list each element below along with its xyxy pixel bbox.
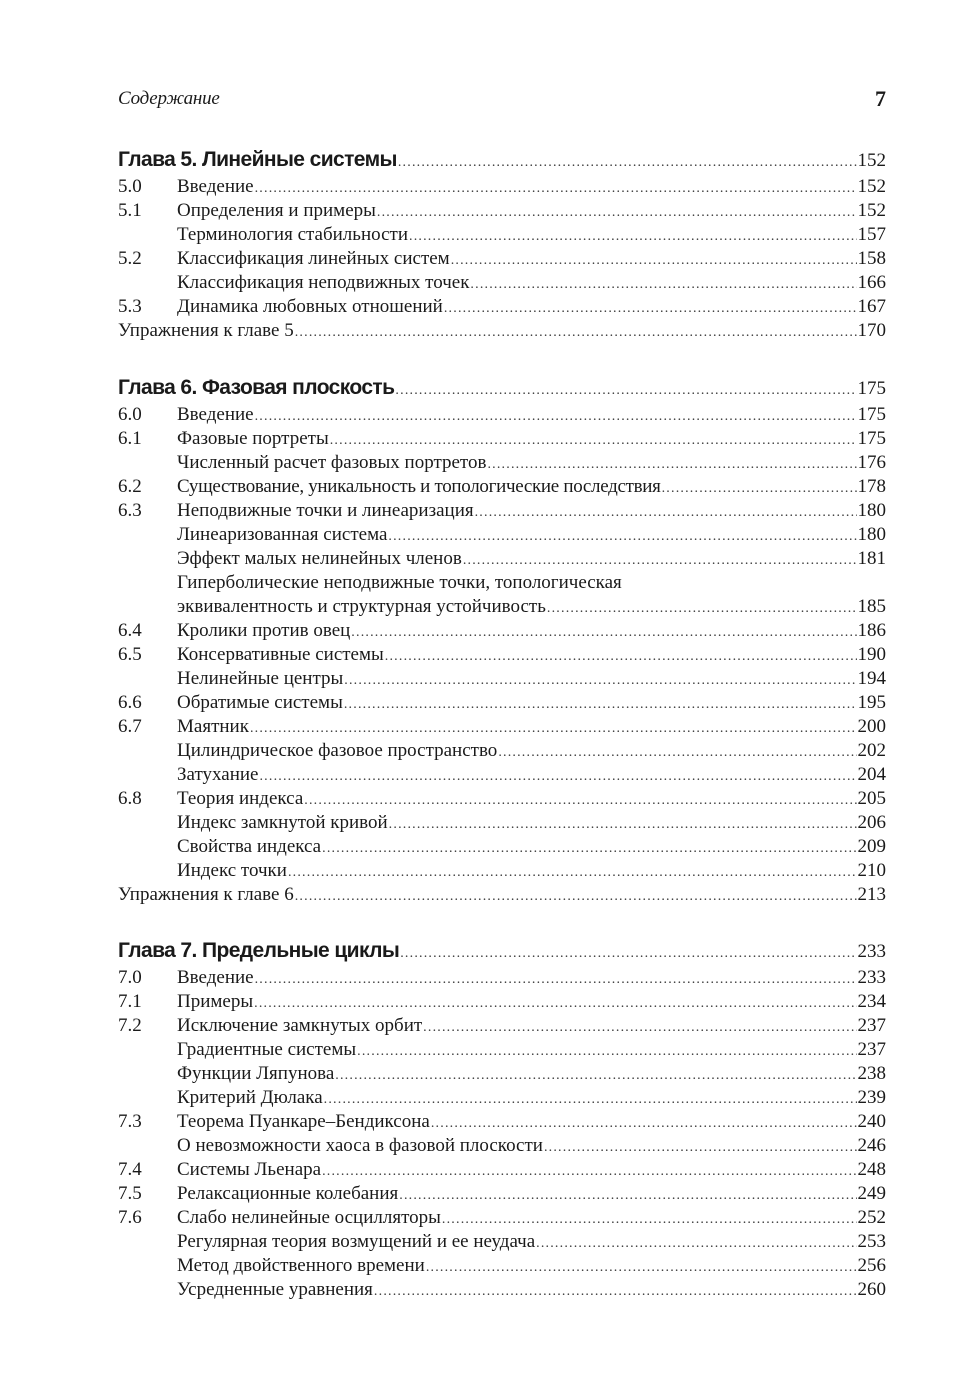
running-title: Содержание [118,88,220,109]
section-number: 6.2 [118,476,142,497]
dot-leader [324,1088,857,1112]
page-ref: 233 [857,967,886,988]
dot-leader [335,1064,856,1088]
toc-entry[interactable] [118,499,886,523]
chapter-6-section [118,373,886,907]
dot-leader [250,717,857,741]
dot-leader [344,693,857,717]
toc-subentry[interactable] [118,1038,886,1062]
page-ref: 246 [857,1135,886,1156]
entry-title: О невозможности хаоса в фазовой плоскости [177,1135,543,1156]
toc-subentry[interactable] [118,1134,886,1158]
page-ref: 158 [857,248,886,269]
dot-leader [255,177,857,201]
dot-leader [487,453,856,477]
page-ref: 175 [857,378,886,399]
page-ref: 205 [857,788,886,809]
page-ref: 157 [857,224,886,245]
entry-title: Численный расчет фазовых портретов [177,452,487,473]
page-ref: 202 [857,740,886,761]
entry-title: Существование, уникальность и топологические последствия [177,476,661,497]
dot-leader [463,549,857,573]
section-number: 6.1 [118,428,142,449]
section-number: 7.6 [118,1207,142,1228]
page-ref: 238 [857,1063,886,1084]
page-ref: 176 [857,452,886,473]
section-number: 7.2 [118,1015,142,1036]
dot-leader [288,861,857,885]
toc-entry[interactable] [118,1014,886,1038]
dot-leader [259,765,856,789]
entry-title: Упражнения к главе 5 [118,320,294,341]
entry-title: Классификация неподвижных точек [177,272,470,293]
dot-leader [498,741,856,765]
section-number: 5.3 [118,296,142,317]
toc-subentry[interactable] [118,667,886,691]
page-ref: 240 [857,1111,886,1132]
dot-leader [304,789,856,813]
entry-title: Неподвижные точки и линеаризация [177,500,474,521]
dot-leader [399,1184,856,1208]
dot-leader [322,837,856,861]
page-ref: 152 [857,176,886,197]
section-number: 7.1 [118,991,142,1012]
dot-leader [544,1136,857,1160]
toc-subentry[interactable] [118,1230,886,1254]
page-ref: 249 [857,1183,886,1204]
page-ref: 195 [857,692,886,713]
toc-entry[interactable] [118,990,886,1014]
toc-subentry[interactable] [118,763,886,787]
entry-title: Динамика любовных отношений [177,296,443,317]
entry-title: Кролики против овец [177,620,351,641]
entry-title: Свойства индекса [177,836,322,857]
toc-subentry[interactable] [118,223,886,247]
dot-leader [357,1040,856,1064]
dot-leader [409,225,857,249]
page-ref: 260 [857,1279,886,1300]
page-ref: 252 [857,1207,886,1228]
section-number: 5.1 [118,200,142,221]
toc-subentry[interactable] [118,835,886,859]
entry-title: Фазовые портреты [177,428,329,449]
page-ref: 209 [857,836,886,857]
dot-leader [398,148,857,178]
dot-leader [330,429,857,453]
toc-subentry-continuation[interactable] [118,595,886,619]
page-ref: 213 [857,884,886,905]
toc-subentry[interactable] [118,1254,886,1278]
toc-entry[interactable] [118,1206,886,1230]
toc-entry[interactable] [118,715,886,739]
dot-leader [444,297,857,321]
page-ref: 152 [857,200,886,221]
section-number: 7.4 [118,1159,142,1180]
dot-leader [426,1256,857,1280]
entry-title: Примеры [177,991,254,1012]
page-ref: 167 [857,296,886,317]
toc-entry[interactable] [118,966,886,990]
entry-title: Регулярная теория возмущений и ее неудача [177,1231,536,1252]
entry-title: Релаксационные колебания [177,1183,399,1204]
toc-subentry-multiline[interactable] [118,571,886,595]
dot-leader [344,669,856,693]
toc-entry[interactable] [118,295,886,319]
section-number: 5.0 [118,176,142,197]
entry-title: Критерий Дюлака [177,1087,323,1108]
dot-leader [255,968,857,992]
entry-title: Цилиндрическое фазовое пространство [177,740,498,761]
toc-subentry[interactable] [118,547,886,571]
dot-leader [395,376,856,406]
dot-leader [385,645,857,669]
page-ref: 175 [857,428,886,449]
section-number: 6.3 [118,500,142,521]
entry-title: Теория индекса [177,788,304,809]
page-ref: 186 [857,620,886,641]
page-ref: 166 [857,272,886,293]
entry-title: Усредненные уравнения [177,1279,373,1300]
toc-subentry[interactable] [118,1086,886,1110]
page-ref: 185 [857,596,886,617]
toc-entry[interactable] [118,1158,886,1182]
toc-entry[interactable] [118,199,886,223]
entry-title: Эффект малых нелинейных членов [177,548,462,569]
entry-title: Градиентные системы [177,1039,357,1060]
toc-exercises[interactable] [118,883,886,907]
toc-exercises[interactable] [118,319,886,343]
entry-title: Консервативные системы [177,644,384,665]
toc-subentry[interactable] [118,1062,886,1086]
toc-entry[interactable] [118,427,886,451]
page-ref: 194 [857,668,886,689]
entry-title: Исключение замкнутых орбит [177,1015,423,1036]
toc-subentry[interactable] [118,451,886,475]
page-ref: 175 [857,404,886,425]
entry-title: Линеаризованная система [177,524,388,545]
page-ref: 204 [857,764,886,785]
dot-leader [374,1280,857,1304]
page-ref: 248 [857,1159,886,1180]
dot-leader [431,1112,857,1136]
dot-leader [377,201,857,225]
toc-entry[interactable] [118,643,886,667]
entry-title: Определения и примеры [177,200,376,221]
section-number: 6.8 [118,788,142,809]
dot-leader [295,321,857,345]
section-number: 7.5 [118,1183,142,1204]
page-ref: 239 [857,1087,886,1108]
dot-leader [470,273,856,297]
dot-leader [322,1160,856,1184]
entry-title: Гиперболические неподвижные точки, топологическая [177,572,622,593]
page-ref: 233 [857,941,886,962]
entry-title: Обратимые системы [177,692,343,713]
page-ref: 181 [857,548,886,569]
section-number: 7.3 [118,1111,142,1132]
dot-leader [351,621,856,645]
page-ref: 190 [857,644,886,665]
toc-subentry[interactable] [118,523,886,547]
toc-entry[interactable] [118,403,886,427]
entry-title: Упражнения к главе 6 [118,884,294,905]
entry-title: Метод двойственного времени [177,1255,425,1276]
toc-entry[interactable] [118,691,886,715]
page-ref: 152 [857,150,886,171]
dot-leader [536,1232,856,1256]
page-ref: 234 [857,991,886,1012]
dot-leader [451,249,857,273]
toc-subentry[interactable] [118,271,886,295]
chapter-7-section [118,936,886,1302]
chapter-5-section [118,145,886,343]
section-number: 5.2 [118,248,142,269]
toc-subentry[interactable] [118,859,886,883]
dot-leader [547,597,857,621]
entry-title: Индекс точки [177,860,287,881]
toc-chapter-heading[interactable] [118,373,886,403]
section-number: 6.6 [118,692,142,713]
toc-chapter-heading[interactable] [118,145,886,175]
page-number: 7 [875,86,886,111]
page-ref: 180 [857,524,886,545]
section-number: 6.0 [118,404,142,425]
toc-subentry[interactable] [118,739,886,763]
dot-leader [255,405,857,429]
running-head [118,86,886,114]
section-number: 6.7 [118,716,142,737]
dot-leader [475,501,857,525]
entry-title: Системы Льенара [177,1159,322,1180]
entry-title: Теорема Пуанкаре–Бендиксона [177,1111,430,1132]
entry-title: Затухание [177,764,259,785]
dot-leader [400,939,856,969]
toc-entry[interactable] [118,1110,886,1134]
entry-title: Введение [177,176,254,197]
dot-leader [662,477,857,501]
toc-entry[interactable] [118,619,886,643]
entry-title-continuation: эквивалентность и структурная устойчивость [177,596,546,617]
toc-entry[interactable] [118,475,886,499]
chapter-title: Глава 7. Предельные циклы [118,939,400,962]
page-ref: 200 [857,716,886,737]
entry-title: Введение [177,967,254,988]
dot-leader [388,525,856,549]
toc-subentry[interactable] [118,811,886,835]
chapter-title: Глава 5. Линейные системы [118,148,397,171]
section-number: 6.5 [118,644,142,665]
section-number: 7.0 [118,967,142,988]
page-ref: 210 [857,860,886,881]
entry-title: Слабо нелинейные осцилляторы [177,1207,441,1228]
page-ref: 178 [857,476,886,497]
entry-title: Индекс замкнутой кривой [177,812,388,833]
page-ref: 180 [857,500,886,521]
dot-leader [295,885,857,909]
toc-subentry[interactable] [118,1278,886,1302]
dot-leader [389,813,857,837]
toc-entry[interactable] [118,175,886,199]
toc-entry[interactable] [118,787,886,811]
dot-leader [442,1208,857,1232]
entry-title: Классификация линейных систем [177,248,450,269]
toc-chapter-heading[interactable] [118,936,886,966]
dot-leader [254,992,856,1016]
page-ref: 253 [857,1231,886,1252]
entry-title: Нелинейные центры [177,668,344,689]
entry-title: Терминология стабильности [177,224,408,245]
section-number: 6.4 [118,620,142,641]
page-ref: 237 [857,1015,886,1036]
page-ref: 256 [857,1255,886,1276]
dot-leader [423,1016,856,1040]
page-ref: 206 [857,812,886,833]
toc-entry[interactable] [118,247,886,271]
page-ref: 237 [857,1039,886,1060]
entry-title: Введение [177,404,254,425]
toc-entry[interactable] [118,1182,886,1206]
page-ref: 170 [857,320,886,341]
chapter-title: Глава 6. Фазовая плоскость [118,376,395,399]
entry-title: Маятник [177,716,249,737]
entry-title: Функции Ляпунова [177,1063,335,1084]
